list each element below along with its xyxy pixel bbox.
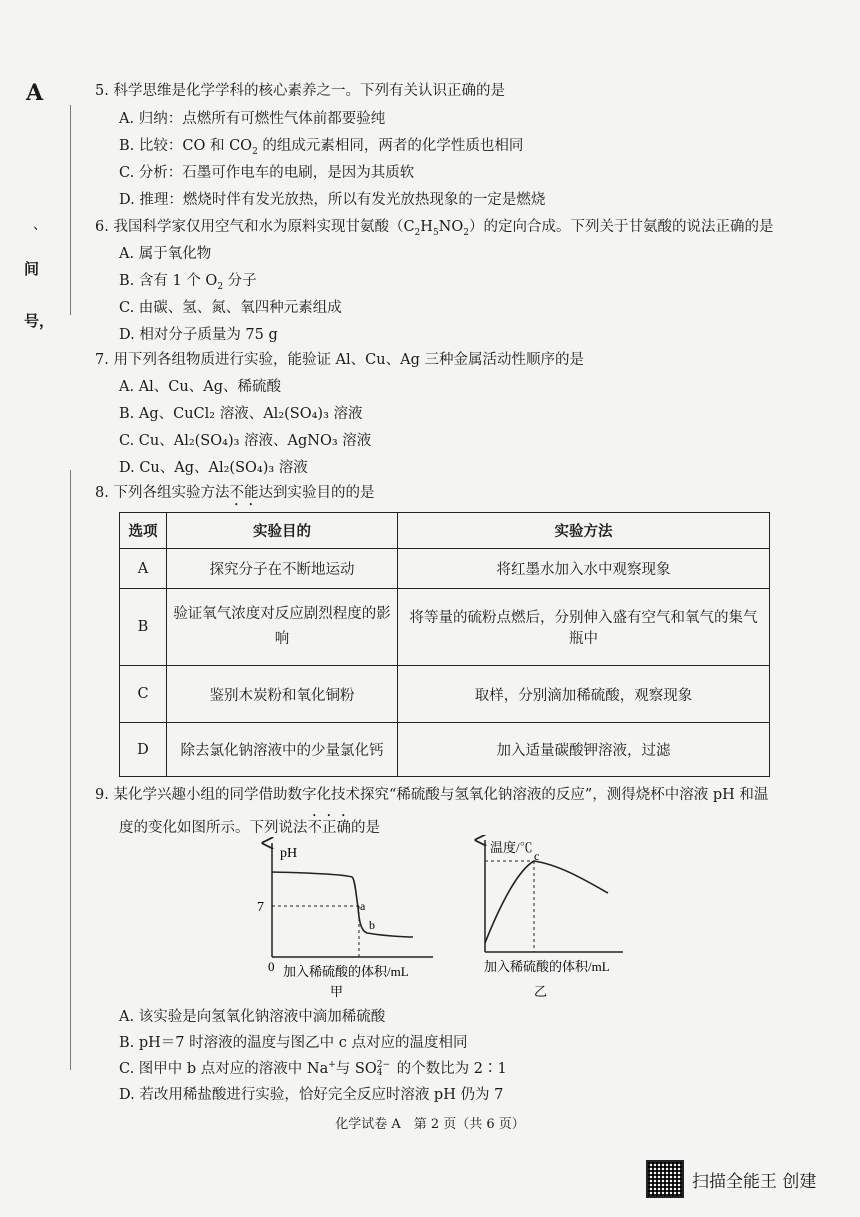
point-label-c: c <box>534 849 540 863</box>
table-header: 实验方法 <box>398 513 770 549</box>
table-row <box>120 666 770 723</box>
temperature-curve <box>485 861 608 943</box>
q9-stem-line2: 度的变化如图所示。下列说法不正确的是 <box>119 820 380 836</box>
x-axis-label: 加入稀硫酸的体积/mL <box>484 959 610 974</box>
table-cell: 验证氧气浓度对反应剧烈程度的影响 <box>167 589 398 666</box>
chart-caption: 甲 <box>330 984 344 999</box>
point-label-b: b <box>369 918 375 932</box>
table-header: 实验目的 <box>167 513 398 549</box>
q6-option-a: A. 属于氧化物 <box>119 246 212 262</box>
experiment-table <box>119 512 770 777</box>
paper-version-letter: A <box>26 80 44 106</box>
origin-label: 0 <box>268 959 275 974</box>
page-footer: 化学试卷 A 第 2 页（共 6 页） <box>335 1117 525 1132</box>
table-cell: 取样，分别滴加稀硫酸，观察现象 <box>398 666 770 723</box>
scanner-watermark <box>646 1160 816 1198</box>
ph-chart <box>255 835 445 1000</box>
q9-stem-line1: 9. 某化学兴趣小组的同学借助数字化技术探究“稀硫酸与氢氧化钠溶液的反应”，测得烧杯中溶液 pH 和温 <box>95 787 769 803</box>
margin-side-text: 号， <box>24 312 55 330</box>
table-row <box>120 723 770 777</box>
q6-option-c: C. 由碳、氢、氮、氧四种元素组成 <box>119 300 342 316</box>
table-cell: 加入适量碳酸钾溶液，过滤 <box>398 723 770 777</box>
qr-code-icon <box>646 1160 684 1198</box>
q5-option-a: A. 归纳：点燃所有可燃性气体前都要验纯 <box>119 111 386 127</box>
q9-option-d: D. 若改用稀盐酸进行实验，恰好完全反应时溶液 pH 仍为 7 <box>119 1087 504 1103</box>
q6-option-b: B. 含有 1 个 $O_2$ 分子 <box>119 273 257 292</box>
table-cell: 鉴别木炭粉和氧化铜粉 <box>167 666 398 723</box>
x-axis-label: 加入稀硫酸的体积/mL <box>283 964 409 979</box>
table-cell: A <box>120 549 167 589</box>
y-axis-label: pH <box>280 846 298 861</box>
table-cell: 将红墨水加入水中观察现象 <box>398 549 770 589</box>
y-axis-label: 温度/℃ <box>490 840 533 855</box>
table-row <box>120 549 770 589</box>
q5-stem: 5. 科学思维是化学学科的核心素养之一。下列有关认识正确的是 <box>95 83 505 99</box>
q9-option-a: A. 该实验是向氢氧化钠溶液中滴加稀硫酸 <box>119 1009 386 1025</box>
q5-option-d: D. 推理：燃烧时伴有发光放热，所以有发光放热现象的一定是燃烧 <box>119 192 546 208</box>
table-header: 选项 <box>120 513 167 549</box>
q8-stem: 8. 下列各组实验方法不能达到实验目的的是 <box>95 485 375 501</box>
table-cell: 将等量的硫粉点燃后，分别伸入盛有空气和氧气的集气瓶中 <box>398 589 770 666</box>
temperature-chart <box>470 835 640 1000</box>
table-cell: 除去氯化钠溶液中的少量氯化钙 <box>167 723 398 777</box>
chart-caption: 乙 <box>534 984 548 999</box>
watermark-text: 扫描全能王 创建 <box>692 1171 817 1192</box>
q5-option-b: B. 比较：CO 和 $CO_2$ 的组成元素相同，两者的化学性质也相同 <box>119 138 524 157</box>
q7-option-d: D. Cu、Ag、Al₂(SO₄)₃ 溶液 <box>119 460 308 476</box>
table-header-row <box>120 513 770 549</box>
margin-mark: 、 <box>33 217 47 233</box>
q6-stem: 6. 我国科学家仅用空气和水为原料实现甘氨酸$(C_2H_5NO_2)$的定向合成。下列关于甘氨酸的说法正确的是 <box>95 219 774 238</box>
table-cell: C <box>120 666 167 723</box>
q7-option-a: A. Al、Cu、Ag、稀硫酸 <box>119 379 281 395</box>
table-cell: B <box>120 589 167 666</box>
q9-option-b: B. pH＝7 时溶液的温度与图乙中 c 点对应的温度相同 <box>119 1035 468 1051</box>
y-tick-label: 7 <box>257 900 264 915</box>
table-cell: D <box>120 723 167 777</box>
q7-option-c: C. Cu、Al₂(SO₄)₃ 溶液、AgNO₃ 溶液 <box>119 433 372 449</box>
ph-curve <box>272 872 413 937</box>
binding-line <box>70 470 71 1070</box>
q7-stem: 7. 用下列各组物质进行实验，能验证 Al、Cu、Ag 三种金属活动性顺序的是 <box>95 352 584 368</box>
q9-option-c: C. 图甲中 b 点对应的溶液中 Na+与 SO 2− 4 的个数比为 2∶1 <box>119 1059 507 1078</box>
q7-option-b: B. Ag、CuCl₂ 溶液、Al₂(SO₄)₃ 溶液 <box>119 406 363 422</box>
binding-line <box>70 105 71 315</box>
q6-option-d: D. 相对分子质量为 75 g <box>119 327 278 343</box>
table-row <box>120 589 770 666</box>
point-label-a: a <box>360 899 366 913</box>
margin-side-text: 间 <box>24 260 40 278</box>
q5-option-c: C. 分析：石墨可作电车的电刷，是因为其质软 <box>119 165 415 181</box>
table-cell: 探究分子在不断地运动 <box>167 549 398 589</box>
